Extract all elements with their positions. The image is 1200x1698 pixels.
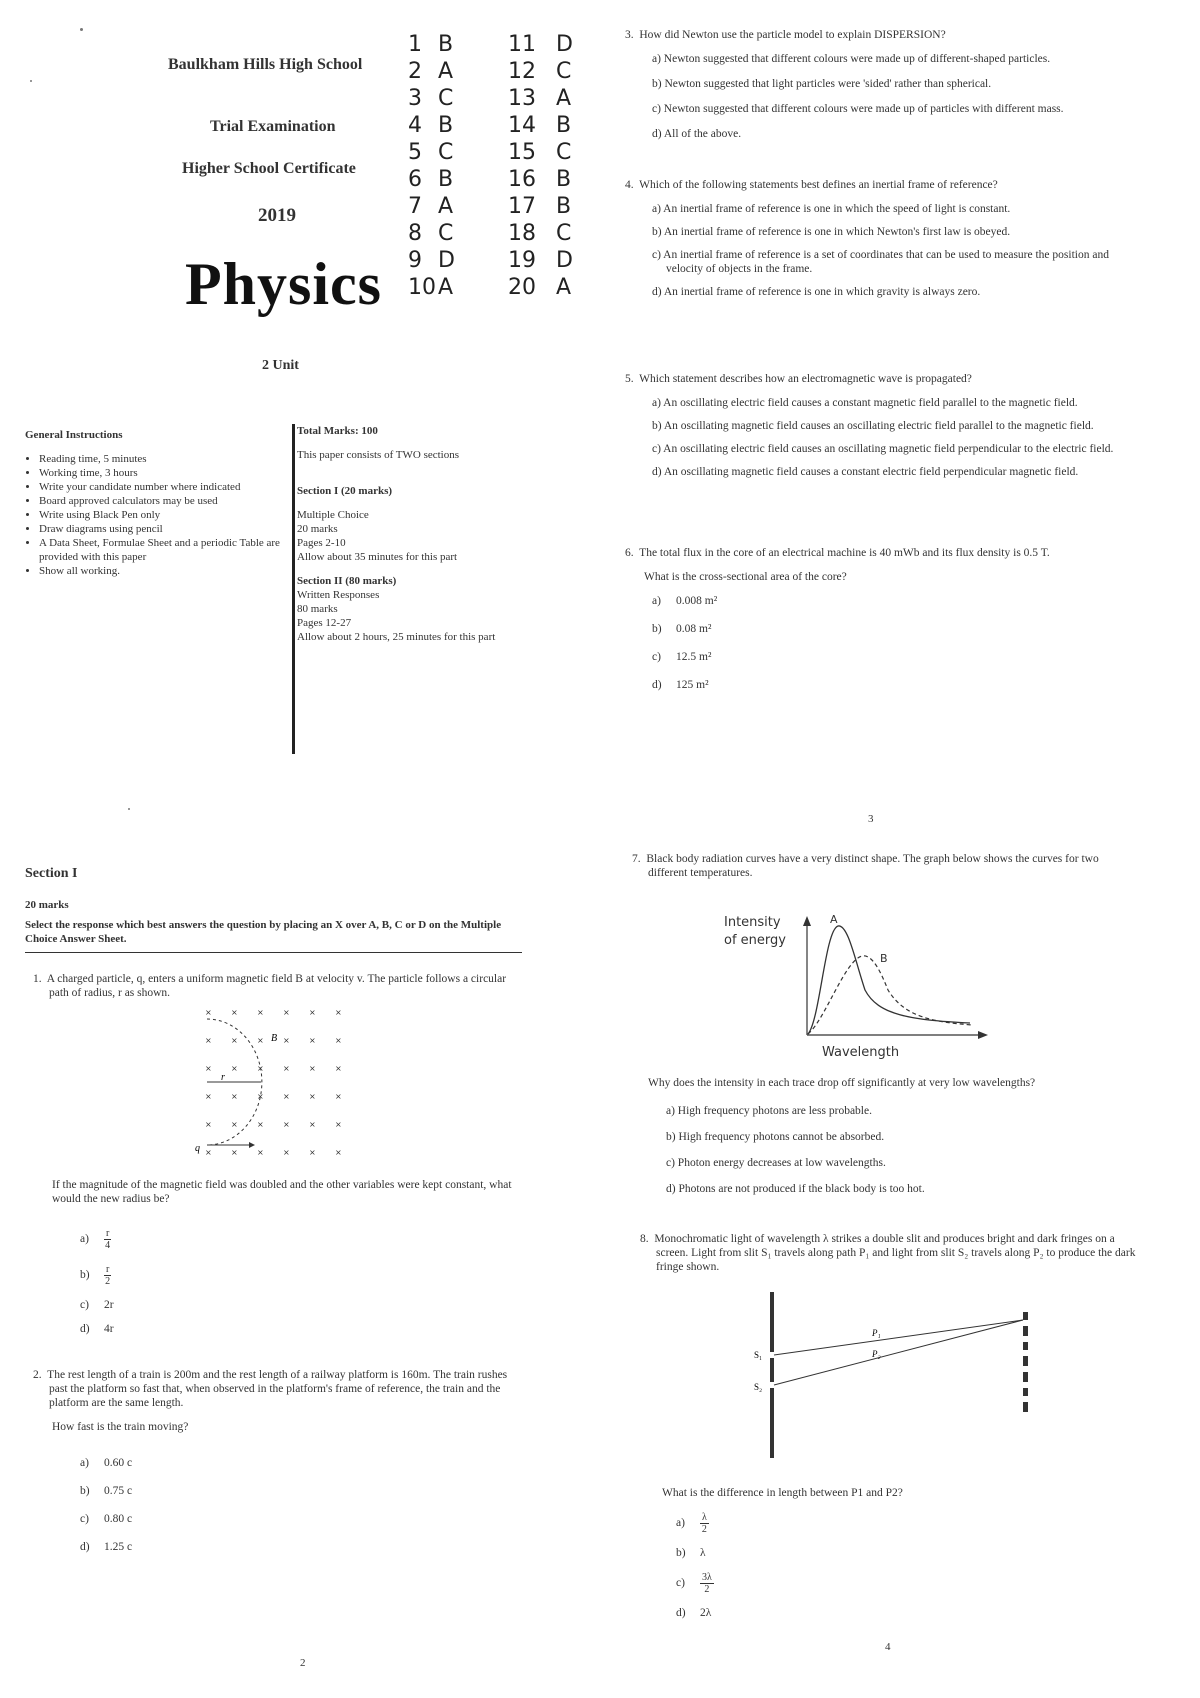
q8-option-label: a): [676, 1517, 685, 1529]
field-cross: ×: [231, 1092, 238, 1101]
right-answer-letter: B: [556, 167, 572, 192]
q1-number: 1.: [33, 973, 42, 985]
answer-row: [408, 221, 453, 246]
page-number-4: 4: [885, 1641, 891, 1653]
field-cross: ×: [257, 1008, 264, 1017]
right-answer-number: 18: [508, 221, 536, 246]
left-answer-letter: C: [438, 86, 454, 111]
field-cross: ×: [231, 1064, 238, 1073]
answer-row: [508, 86, 571, 111]
general-instructions-heading: General Instructions: [25, 429, 123, 441]
scan-speck: [80, 28, 83, 31]
left-answer-number: 3: [408, 86, 422, 111]
field-cross: ×: [309, 1036, 316, 1045]
field-cross: ×: [335, 1064, 342, 1073]
q2-stem: The rest length of a train is 200m and the rest length of a railway platform is 160m. The train rushes past the platform so fast that, when observed in the platform's frame of reference, the train and the platform are the same length.: [47, 1369, 508, 1409]
slit-1-label: S₁: [754, 1350, 763, 1360]
curve-b: [808, 956, 972, 1034]
right-answer-number: 19: [508, 248, 536, 273]
answer-row: [508, 32, 573, 57]
page-number-2: 2: [300, 1657, 306, 1669]
field-cross: ×: [335, 1092, 342, 1101]
right-answer-letter: B: [556, 113, 572, 138]
field-cross: ×: [205, 1064, 212, 1073]
fraction-denominator: 4: [105, 1239, 111, 1251]
right-answer-letter: C: [556, 140, 572, 165]
instruction-item: • Draw diagrams using pencil: [39, 522, 291, 536]
fraction-denominator: 2: [701, 1523, 707, 1535]
q6-number: 6.: [625, 547, 634, 559]
q6-option-label: b): [652, 623, 662, 635]
answer-row: [408, 248, 455, 273]
question-5: [625, 372, 1175, 488]
general-instructions-list: [25, 452, 291, 578]
q8-options: [676, 1510, 876, 1630]
unit-label: 2 Unit: [262, 358, 299, 373]
right-answer-number: 17: [508, 194, 536, 219]
left-answer-letter: A: [438, 59, 454, 84]
path-p1: [774, 1320, 1023, 1355]
answer-row: [408, 32, 453, 57]
q2-option-value: 0.80 c: [104, 1513, 133, 1525]
q8-option-label: d): [676, 1607, 686, 1619]
page-number-3: 3: [868, 813, 874, 825]
q2-option-value: 0.60 c: [104, 1457, 133, 1469]
field-cross: ×: [283, 1036, 290, 1045]
answer-row: [508, 194, 571, 219]
q7-number: 7.: [632, 853, 641, 865]
q4-number: 4.: [625, 179, 634, 191]
field-cross: ×: [231, 1008, 238, 1017]
field-cross: ×: [335, 1120, 342, 1129]
charge-label: q: [195, 1143, 200, 1154]
subject-title: Physics: [185, 251, 383, 317]
right-answer-letter: C: [556, 59, 572, 84]
certificate-title: Higher School Certificate: [182, 160, 356, 177]
field-cross: ×: [205, 1008, 212, 1017]
q4-option: c) An inertial frame of reference is a set of coordinates that can be used to measure the position and velocity of objects in the frame.: [652, 249, 1109, 275]
q4-option: b) An inertial frame of reference is one in which Newton's first law is obeyed.: [652, 226, 1011, 238]
field-cross: ×: [257, 1064, 264, 1073]
q2-option-label: a): [80, 1457, 89, 1469]
q3-option: d) All of the above.: [652, 128, 742, 140]
barrier-bottom: [770, 1388, 774, 1458]
q6-option-label: d): [652, 679, 662, 691]
q7-stem: Black body radiation curves have a very distinct shape. The graph below shows the curves for two different temperatures.: [646, 853, 1099, 879]
q2-option-value: 1.25 c: [104, 1541, 133, 1553]
q1-option-value: 2r: [104, 1299, 114, 1311]
question-2: [33, 1368, 523, 1434]
fraction-numerator: r: [106, 1227, 110, 1239]
q7-question: Why does the intensity in each trace drop off significantly at very low wavelengths?: [648, 1077, 1036, 1089]
right-answer-number: 16: [508, 167, 536, 192]
field-cross: ×: [309, 1148, 316, 1157]
q3-number: 3.: [625, 29, 634, 41]
fraction-denominator: 2: [105, 1275, 111, 1287]
left-answer-number: 6: [408, 167, 422, 192]
section2-summary: [297, 588, 537, 644]
q2-option: [80, 1540, 280, 1554]
left-answer-number: 7: [408, 194, 422, 219]
answer-row: [508, 140, 571, 165]
field-cross: ×: [257, 1148, 264, 1157]
section2-summary-line: Written Responses: [297, 589, 380, 601]
section1-heading: Section I: [25, 866, 78, 881]
left-answer-number: 4: [408, 113, 422, 138]
curve-a: [808, 926, 970, 1034]
section1-marks: 20 marks: [25, 899, 69, 911]
fraction-numerator: λ: [702, 1511, 707, 1523]
q3-option: b) Newton suggested that light particles were 'sided' rather than spherical.: [652, 78, 992, 90]
fraction-numerator: 3λ: [702, 1571, 712, 1583]
answer-row: [508, 113, 571, 138]
q1-option-fraction: [104, 1264, 111, 1287]
q1-option-label: d): [80, 1323, 90, 1335]
field-cross: ×: [205, 1148, 212, 1157]
curve-b-label: B: [880, 952, 888, 965]
section2-summary-heading: Section II (80 marks): [297, 575, 397, 587]
q4-option: a) An inertial frame of reference is one in which the speed of light is constant.: [652, 203, 1011, 215]
field-cross: ×: [283, 1092, 290, 1101]
left-answer-letter: C: [438, 221, 454, 246]
q8-option: [676, 1570, 876, 1596]
field-cross: ×: [335, 1036, 342, 1045]
fringe: [1023, 1342, 1028, 1350]
question-7: [632, 852, 1132, 880]
field-cross: ×: [283, 1008, 290, 1017]
q4-stem: Which of the following statements best defines an inertial frame of reference?: [639, 179, 998, 191]
path-2-label: P₂: [872, 1349, 881, 1359]
arrowhead-icon: [249, 1142, 255, 1148]
q5-option: d) An oscillating magnetic field causes a constant electric field perpendicular magnetic field.: [652, 466, 1079, 478]
q1-option-label: b): [80, 1269, 90, 1281]
q7-option: c) Photon energy decreases at low wavelengths.: [666, 1157, 886, 1169]
question-4: [625, 178, 1175, 308]
answer-row: [408, 194, 453, 219]
sections-note: This paper consists of TWO sections: [297, 449, 460, 461]
q6-stem: The total flux in the core of an electrical machine is 40 mWb and its flux density is 0.5 T.: [639, 547, 1050, 559]
field-cross: ×: [257, 1092, 264, 1101]
left-answer-letter: D: [438, 248, 455, 273]
instruction-item: • Board approved calculators may be used: [39, 494, 291, 508]
field-cross: ×: [283, 1064, 290, 1073]
q8-option: [676, 1546, 876, 1560]
section1-summary-line: 20 marks: [297, 523, 338, 535]
y-axis-arrow-icon: [803, 916, 811, 926]
section2-summary-line: 80 marks: [297, 603, 338, 615]
marks-info: [297, 424, 537, 644]
left-answer-number: 5: [408, 140, 422, 165]
answer-row: [508, 167, 571, 192]
q6-option: [652, 650, 1175, 664]
q2-option-label: b): [80, 1485, 90, 1497]
path-p2: [774, 1320, 1023, 1385]
q7-option: b) High frequency photons cannot be absorbed.: [666, 1131, 885, 1143]
field-cross: ×: [283, 1120, 290, 1129]
q6-option: [652, 594, 1175, 608]
right-answer-number: 12: [508, 59, 536, 84]
instruction-item: • Show all working.: [39, 564, 291, 578]
field-cross: ×: [231, 1120, 238, 1129]
double-slit-diagram: [740, 1290, 1040, 1465]
q8-stem: Monochromatic light of wavelength λ strikes a double slit and produces bright and dark fringes on a screen. Light from slit S₁ travels along path P₁ and light from slit S₂ travels along P₂ to produce the dark fringe shown.: [654, 1233, 1136, 1273]
right-answer-letter: C: [556, 221, 572, 246]
answer-row: [408, 113, 453, 138]
curve-a-label: A: [830, 913, 838, 926]
field-cross: ×: [283, 1148, 290, 1157]
right-answer-number: 13: [508, 86, 536, 111]
exam-title: Trial Examination: [210, 118, 336, 135]
q2-option-label: d): [80, 1541, 90, 1553]
right-answer-number: 20: [508, 275, 536, 300]
left-answer-letter: A: [438, 275, 454, 300]
answer-row: [508, 248, 573, 273]
q2-option: [80, 1484, 280, 1498]
fringe: [1023, 1388, 1028, 1396]
q1-option: [80, 1322, 280, 1336]
q6-option-value: 12.5 m²: [676, 651, 712, 663]
right-answer-letter: D: [556, 248, 573, 273]
instruction-item: • A Data Sheet, Formulae Sheet and a periodic Table are provided with this paper: [39, 536, 291, 564]
right-answer-letter: B: [556, 194, 572, 219]
left-answer-number: 2: [408, 59, 422, 84]
left-answer-letter: B: [438, 113, 454, 138]
x-axis-arrow-icon: [978, 1031, 988, 1039]
q8-option-value: λ: [700, 1547, 706, 1559]
q6-option-label: a): [652, 595, 661, 607]
column-divider: [292, 424, 295, 754]
field-cross: ×: [205, 1036, 212, 1045]
answer-row: [508, 59, 571, 84]
q5-option: a) An oscillating electric field causes a constant magnetic field parallel to the magnetic field.: [652, 397, 1078, 409]
field-cross: ×: [231, 1148, 238, 1157]
fringe: [1023, 1372, 1028, 1382]
q6-option-value: 0.08 m²: [676, 623, 712, 635]
q6-option-label: c): [652, 651, 661, 663]
fringe: [1023, 1402, 1028, 1412]
q2-option: [80, 1512, 280, 1526]
handwritten-answers: [408, 32, 608, 312]
instruction-item: • Write using Black Pen only: [39, 508, 291, 522]
field-cross: ×: [335, 1008, 342, 1017]
q2-options: [80, 1456, 280, 1568]
q1-option: [80, 1262, 280, 1288]
instruction-item: • Write your candidate number where indicated: [39, 480, 291, 494]
answer-row: [508, 275, 571, 300]
left-answer-number: 9: [408, 248, 422, 273]
q8-option-value: 2λ: [700, 1607, 712, 1619]
q2-question: How fast is the train moving?: [52, 1421, 189, 1433]
q6-option: [652, 678, 1175, 692]
section1-summary-line: Allow about 35 minutes for this part: [297, 551, 458, 563]
q1-stem: A charged particle, q, enters a uniform magnetic field B at velocity v. The particle follows a circular path of radius, r as shown.: [46, 973, 507, 999]
left-answer-letter: C: [438, 140, 454, 165]
q2-option-value: 0.75 c: [104, 1485, 133, 1497]
q8-option-fraction: [700, 1512, 709, 1535]
right-answer-number: 15: [508, 140, 536, 165]
answer-row: [408, 86, 453, 111]
q6-option-value: 0.008 m²: [676, 595, 718, 607]
q8-option-fraction: [700, 1572, 714, 1595]
q3-stem: How did Newton use the particle model to explain DISPERSION?: [639, 29, 946, 41]
scan-speck: [128, 808, 130, 810]
path-1-label: P₁: [872, 1328, 881, 1338]
field-cross: ×: [309, 1064, 316, 1073]
barrier-middle: [770, 1358, 774, 1382]
q7-options: [666, 1104, 1136, 1208]
q8-option: [676, 1606, 876, 1620]
answer-row: [408, 167, 453, 192]
field-cross: ×: [257, 1036, 264, 1045]
q2-option: [80, 1456, 280, 1470]
section1-summary-line: Pages 2-10: [297, 537, 346, 549]
q5-number: 5.: [625, 373, 634, 385]
instruction-item: • Reading time, 5 minutes: [39, 452, 291, 466]
graph-ylabel-2: of energy: [724, 933, 786, 948]
scan-speck: [30, 80, 32, 82]
answer-row: [508, 221, 571, 246]
q2-option-label: c): [80, 1513, 89, 1525]
q1-option-label: c): [80, 1299, 89, 1311]
left-answer-number: 1: [408, 32, 422, 57]
left-answer-number: 8: [408, 221, 422, 246]
fringe: [1023, 1356, 1028, 1366]
q7-option: d) Photons are not produced if the black body is too hot.: [666, 1183, 925, 1195]
right-answer-letter: A: [556, 86, 572, 111]
section1-summary-line: Multiple Choice: [297, 509, 369, 521]
question-6: [625, 546, 1175, 706]
q1-option: [80, 1298, 280, 1312]
field-cross: ×: [205, 1092, 212, 1101]
q8-number: 8.: [640, 1233, 649, 1245]
q6-option: [652, 622, 1175, 636]
q3-option: c) Newton suggested that different colours were made up of particles with different mass.: [652, 103, 1064, 115]
section1-summary: [297, 508, 537, 564]
q4-option: d) An inertial frame of reference is one in which gravity is always zero.: [652, 286, 981, 298]
left-answer-letter: B: [438, 32, 454, 57]
left-answer-number: 10: [408, 275, 436, 300]
section2-summary-line: Allow about 2 hours, 25 minutes for this part: [297, 631, 496, 643]
barrier-top: [770, 1292, 774, 1352]
field-cross: ×: [309, 1008, 316, 1017]
q1-option-label: a): [80, 1233, 89, 1245]
total-marks: Total Marks: 100: [297, 425, 378, 437]
q6-option-value: 125 m²: [676, 679, 709, 691]
field-cross: ×: [309, 1120, 316, 1129]
q1-options: [80, 1226, 280, 1346]
exam-year: 2019: [258, 205, 296, 226]
answer-row: [408, 140, 453, 165]
section1-summary-heading: Section I (20 marks): [297, 485, 393, 497]
q5-stem: Which statement describes how an electromagnetic wave is propagated?: [639, 373, 972, 385]
q8-question: What is the difference in length between P1 and P2?: [662, 1487, 903, 1499]
fringe: [1023, 1326, 1028, 1336]
question-8: [640, 1232, 1140, 1274]
graph-xlabel: Wavelength: [822, 1045, 900, 1060]
right-answer-letter: D: [556, 32, 573, 57]
q5-option: c) An oscillating electric field causes an oscillating magnetic field perpendicular to the electric field.: [652, 443, 1114, 455]
q7-option: a) High frequency photons are less probable.: [666, 1105, 872, 1117]
q8-option-label: c): [676, 1577, 685, 1589]
graph-ylabel-1: Intensity: [724, 915, 781, 930]
field-cross: ×: [335, 1148, 342, 1157]
fraction-numerator: r: [106, 1263, 110, 1275]
field-cross: ×: [231, 1036, 238, 1045]
q1-option-value: 4r: [104, 1323, 114, 1335]
q8-option: [676, 1510, 876, 1536]
section1-instruction: Select the response which best answers the question by placing an X over A, B, C or D on the Multiple Choice Answer Sheet.: [25, 919, 502, 945]
section2-summary-line: Pages 12-27: [297, 617, 352, 629]
q8-option-label: b): [676, 1547, 686, 1559]
magnetic-field-diagram: [185, 1005, 355, 1160]
q6-question: What is the cross-sectional area of the core?: [644, 571, 847, 583]
blackbody-graph: [720, 910, 1000, 1060]
field-label: B: [271, 1033, 278, 1044]
fraction-denominator: 2: [704, 1583, 710, 1595]
fringe: [1023, 1312, 1028, 1320]
q5-option: b) An oscillating magnetic field causes an oscillating electric field parallel to the magnetic field.: [652, 420, 1094, 432]
q1-option: [80, 1226, 280, 1252]
answer-row: [408, 59, 453, 84]
left-answer-letter: A: [438, 194, 454, 219]
field-cross: ×: [309, 1092, 316, 1101]
school-name: Baulkham Hills High School: [168, 56, 363, 73]
question-3: [625, 28, 1175, 152]
answer-row: [408, 275, 453, 300]
slit-2-label: S₂: [754, 1382, 763, 1392]
right-answer-number: 11: [508, 32, 536, 57]
section1-rule: [25, 952, 522, 953]
question-1: [33, 972, 523, 1000]
q3-option: a) Newton suggested that different colours were made up of different-shaped particles.: [652, 53, 1051, 65]
field-cross: ×: [205, 1120, 212, 1129]
q1-option-fraction: [104, 1228, 111, 1251]
q1-question: If the magnitude of the magnetic field was doubled and the other variables were kept constant, what would the new radius be?: [52, 1179, 512, 1205]
q2-number: 2.: [33, 1369, 42, 1381]
radius-label: r: [221, 1072, 225, 1083]
left-answer-letter: B: [438, 167, 454, 192]
instruction-item: • Working time, 3 hours: [39, 466, 291, 480]
field-cross: ×: [257, 1120, 264, 1129]
right-answer-number: 14: [508, 113, 536, 138]
right-answer-letter: A: [556, 275, 572, 300]
